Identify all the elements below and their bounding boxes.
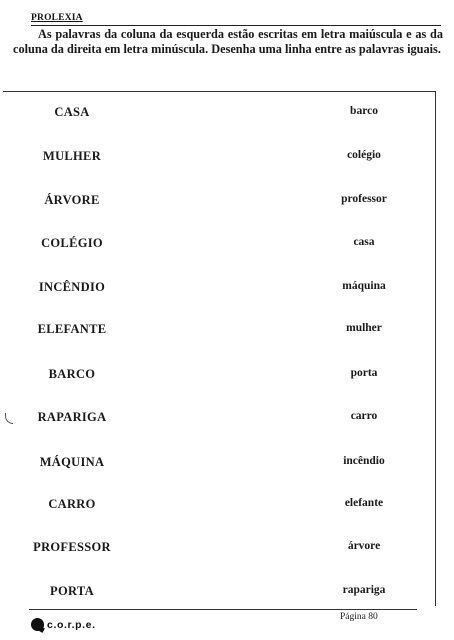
left-word[interactable]: PORTA xyxy=(50,584,94,598)
left-word[interactable]: CASA xyxy=(54,105,90,119)
right-word[interactable]: professor xyxy=(341,193,387,205)
brand-logo xyxy=(31,618,96,631)
left-word[interactable]: ELEFANTE xyxy=(37,322,107,336)
exercise-box xyxy=(3,91,436,606)
left-word[interactable]: PROFESSOR xyxy=(33,540,111,554)
left-word[interactable]: BARCO xyxy=(48,367,96,381)
right-word[interactable]: barco xyxy=(350,105,378,117)
page-header xyxy=(31,13,441,26)
left-word[interactable]: CARRO xyxy=(48,497,96,511)
left-word[interactable]: MÁQUINA xyxy=(39,455,105,469)
right-word[interactable]: porta xyxy=(350,367,378,379)
left-word[interactable]: INCÊNDIO xyxy=(38,280,106,294)
right-word[interactable]: casa xyxy=(353,236,375,248)
brand-name: c.o.r.p.e. xyxy=(47,618,96,631)
left-word[interactable]: MULHER xyxy=(42,149,102,163)
header-title: PROLEXIA xyxy=(31,13,83,23)
right-word[interactable]: mulher xyxy=(346,322,382,334)
right-word[interactable]: rapariga xyxy=(342,584,386,596)
right-word[interactable]: árvore xyxy=(347,540,381,552)
head-icon xyxy=(31,618,44,631)
right-word[interactable]: colégio xyxy=(347,149,381,161)
instructions-text: As palavras da coluna da esquerda estão escritas em letra maiúscula e as da coluna da direita em letra minúscula. Desenha uma linha entre as palavras iguais. xyxy=(13,27,443,56)
right-word[interactable]: carro xyxy=(350,410,378,422)
footer-rule xyxy=(29,609,417,610)
right-word[interactable]: elefante xyxy=(344,497,384,509)
right-word[interactable]: incêndio xyxy=(343,455,385,467)
left-word[interactable]: ÁRVORE xyxy=(44,193,100,207)
left-word[interactable]: RAPARIGA xyxy=(37,410,107,424)
left-word[interactable]: COLÉGIO xyxy=(41,236,103,250)
right-word[interactable]: máquina xyxy=(342,280,386,292)
page-number: Página 80 xyxy=(340,612,378,622)
